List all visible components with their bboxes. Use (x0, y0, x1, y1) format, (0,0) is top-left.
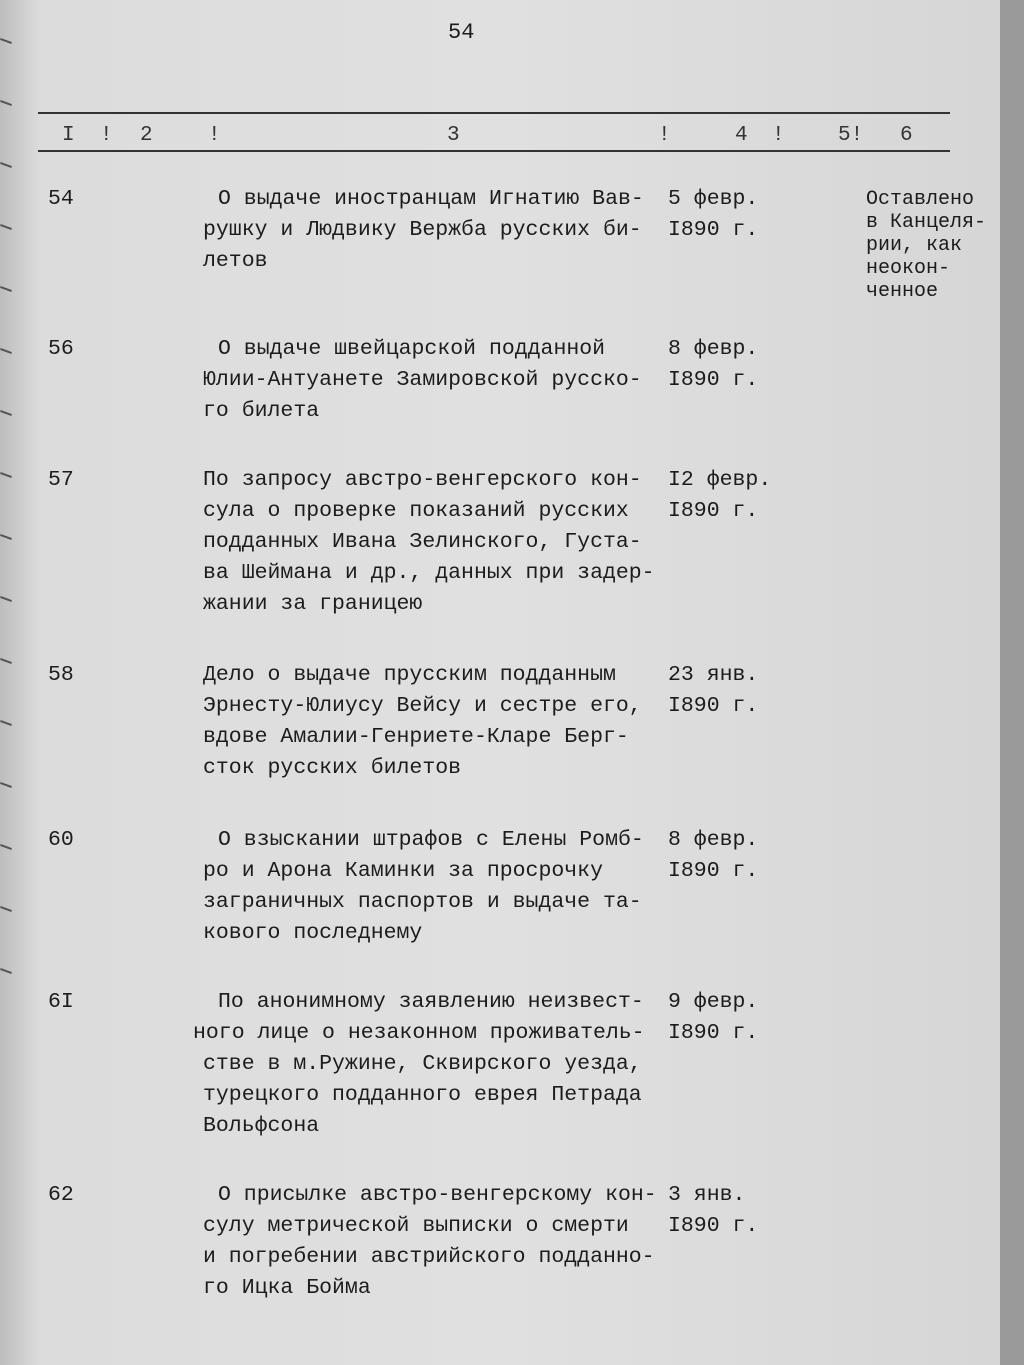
entry-title-line: О выдаче иностранцам Игнатию Вав- (218, 187, 644, 211)
entry-number: 60 (48, 828, 74, 852)
entry-date-line: I890 г. (668, 1214, 759, 1238)
entry-number: 6I (48, 990, 74, 1014)
entry-date-line: 8 февр. (668, 337, 759, 361)
entry-note-line: неокон- (866, 257, 951, 280)
entry-title-line: Юлии-Антуанете Замировской русско- (203, 368, 642, 392)
entry-date-line: I890 г. (668, 218, 759, 242)
header-cell: ! (100, 124, 113, 147)
entry-title-line: По запросу австро-венгерского кон- (203, 468, 642, 492)
entry-title-line: сула о проверке показаний русских (203, 499, 629, 523)
entry-title-line: сулу метрической выписки о смерти (203, 1214, 629, 1238)
binding-stitch (0, 534, 12, 540)
entry-date-line: I2 февр. (668, 468, 772, 492)
binding-stitch (0, 658, 12, 664)
header-cell: 4 (735, 124, 748, 147)
entry-note-line: рии, как (866, 234, 963, 257)
entry-title-line: заграничных паспортов и выдаче та- (203, 890, 642, 914)
entry-date-line: I890 г. (668, 694, 759, 718)
binding-stitch (0, 844, 12, 850)
page-number: 54 (448, 20, 475, 45)
binding-stitch (0, 162, 12, 168)
entry-title-line: го билета (203, 399, 320, 423)
entry-number: 57 (48, 468, 74, 492)
entry-date-line: I890 г. (668, 499, 759, 523)
entry-title-line: го Ицка Бойма (203, 1276, 371, 1300)
binding-stitch (0, 38, 12, 44)
header-cell: ! (772, 124, 785, 147)
binding-stitch (0, 782, 12, 788)
binding-marks (0, 0, 14, 1365)
entry-date-line: 9 февр. (668, 990, 759, 1014)
header-cell: 5! (838, 124, 864, 147)
binding-stitch (0, 596, 12, 602)
entry-note-line: Оставлено (866, 188, 975, 211)
entry-note-line: в Канцеля- (866, 211, 987, 234)
binding-stitch (0, 968, 12, 974)
header-cell: ! (658, 124, 671, 147)
header-cell: ! (208, 124, 221, 147)
entry-date-line: I890 г. (668, 368, 759, 392)
header-top-rule (38, 112, 950, 114)
binding-stitch (0, 906, 12, 912)
binding-stitch (0, 224, 12, 230)
page-edge (1000, 0, 1024, 1365)
header-cell: 3 (447, 124, 460, 147)
entry-date-line: I890 г. (668, 1021, 759, 1045)
entry-title-line: сток русских билетов (203, 756, 462, 780)
entry-number: 62 (48, 1183, 74, 1207)
entry-number: 58 (48, 663, 74, 687)
entry-number: 54 (48, 187, 74, 211)
entry-title-line: Эрнесту-Юлиусу Вейсу и сестре его, (203, 694, 642, 718)
entry-title-line: О взыскании штрафов с Елены Ромб- (218, 828, 644, 852)
entry-title-line: Дело о выдаче прусским подданным (203, 663, 616, 687)
entry-title-line: О выдаче швейцарской подданной (218, 337, 606, 361)
entry-date-line: 3 янв. (668, 1183, 746, 1207)
entry-date-line: 5 февр. (668, 187, 759, 211)
binding-stitch (0, 348, 12, 354)
entry-title-line: Вольфсона (203, 1114, 320, 1138)
entry-title-line: жании за границею (203, 592, 423, 616)
entry-date-line: 23 янв. (668, 663, 759, 687)
entry-title-line: ро и Арона Каминки за просрочку (203, 859, 603, 883)
binding-stitch (0, 720, 12, 726)
entry-date-line: 8 февр. (668, 828, 759, 852)
entry-title-line: и погребении австрийского подданно- (203, 1245, 655, 1269)
entry-title-line: стве в м.Ружине, Сквирского уезда, (203, 1052, 642, 1076)
entry-note-line: ченное (866, 280, 939, 303)
binding-stitch (0, 472, 12, 478)
entry-title-line: ва Шеймана и др., данных при задер- (203, 561, 655, 585)
entry-title-line: турецкого подданного еврея Петрада (203, 1083, 642, 1107)
entry-title-line: вдове Амалии-Генриете-Кларе Берг- (203, 725, 629, 749)
entry-title-line: О присылке австро-венгерскому кон- (218, 1183, 657, 1207)
entry-number: 56 (48, 337, 74, 361)
entry-title-line: рушку и Людвику Вержба русских би- (203, 218, 642, 242)
entry-date-line: I890 г. (668, 859, 759, 883)
header-cell: 6 (900, 124, 913, 147)
entry-title-line: По анонимному заявлению неизвест- (218, 990, 644, 1014)
binding-stitch (0, 286, 12, 292)
header-bottom-rule (38, 150, 950, 152)
binding-stitch (0, 100, 12, 106)
header-cell: I (62, 124, 75, 147)
header-cell: 2 (140, 124, 153, 147)
binding-stitch (0, 410, 12, 416)
entry-title-line: ного лице о незаконном проживатель- (193, 1021, 645, 1045)
entry-title-line: подданных Ивана Зелинского, Густа- (203, 530, 642, 554)
entry-title-line: летов (203, 249, 268, 273)
entry-title-line: кового последнему (203, 921, 423, 945)
